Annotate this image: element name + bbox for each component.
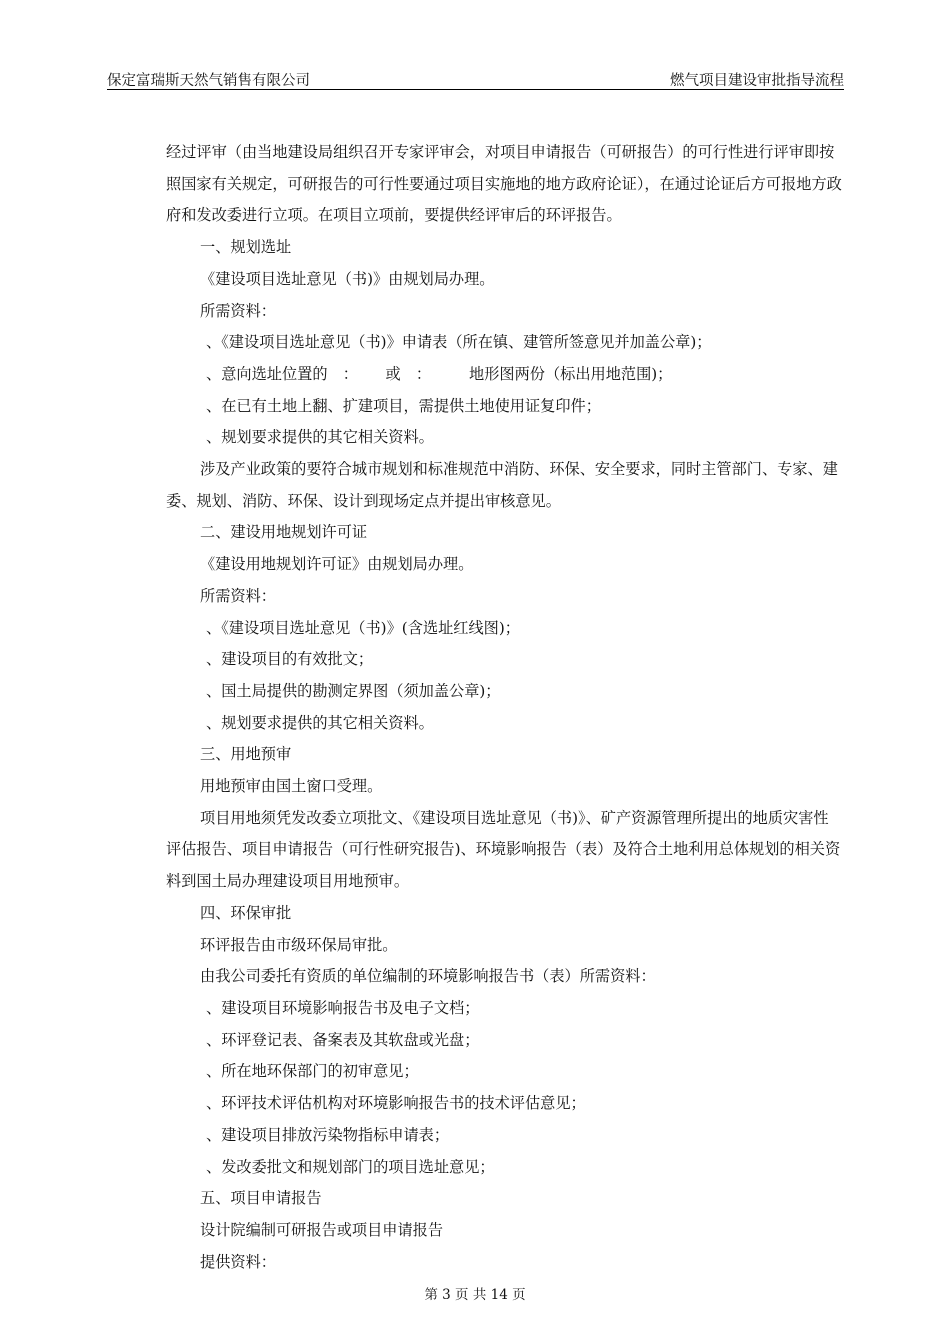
paragraph: 用地预审由国土窗口受理。: [200, 777, 383, 796]
document-body: [166, 137, 842, 1278]
list-item: 、规划要求提供的其它相关资料。: [206, 713, 434, 732]
header-rule: [107, 89, 844, 90]
paragraph: 环评报告由市级环保局审批。: [200, 935, 398, 954]
paragraph: 所需资料：: [200, 301, 276, 320]
paragraph: 提供资料：: [200, 1252, 276, 1271]
list-item: 、规划要求提供的其它相关资料。: [206, 428, 434, 447]
header-company: 保定富瑞斯天然气销售有限公司: [107, 73, 310, 89]
header-doc-title: 燃气项目建设审批指导流程: [670, 73, 844, 89]
page-footer: 第 3 页 共 14 页: [424, 1287, 526, 1303]
list-item: 、环评登记表、备案表及其软盘或光盘；: [206, 1030, 480, 1049]
section-heading: 四、环保审批: [200, 903, 292, 922]
page-header: [107, 64, 844, 90]
paragraph: 项目用地须凭发改委立项批文、《建设项目选址意见（书)》、矿产资源管理所提出的地质灾害性评估报告、项目申请报告（可行性研究报告)、环境影响报告（表）及符合土地利用总体规划的相关资料到国土局办理建设项目用地预审。: [166, 808, 841, 891]
list-item: 、建设项目排放污染物指标申请表；: [206, 1125, 449, 1144]
section-heading: 一、规划选址: [200, 238, 292, 257]
section-heading: 五、项目申请报告: [200, 1189, 322, 1208]
list-item: 、在已有土地上翻、扩建项目，需提供土地使用证复印件；: [206, 396, 601, 415]
list-item: 、《建设项目选址意见（书)》申请表（所在镇、建管所签意见并加盖公章)；: [206, 333, 712, 352]
list-item: 、环评技术评估机构对环境影响报告书的技术评估意见；: [206, 1094, 586, 1113]
paragraph: 涉及产业政策的要符合城市规划和标准规范中消防、环保、安全要求，同时主管部门、专家、建委、规划、消防、环保、设计到现场定点并提出审核意见。: [166, 460, 838, 510]
list-item: 、建设项目环境影响报告书及电子文档；: [206, 998, 480, 1017]
paragraph: 由我公司委托有资质的单位编制的环境影响报告书（表）所需资料：: [200, 967, 656, 986]
paragraph: 《建设项目选址意见（书)》由规划局办理。: [200, 269, 495, 288]
paragraph: 设计院编制可研报告或项目申请报告: [200, 1220, 443, 1239]
section-heading: 二、建设用地规划许可证: [200, 523, 368, 542]
list-item: 、建设项目的有效批文；: [206, 650, 374, 669]
paragraph: 所需资料：: [200, 586, 276, 605]
paragraph: 经过评审（由当地建设局组织召开专家评审会，对项目申请报告（可研报告）的可行性进行评审即按照国家有关规定，可研报告的可行性要通过项目实施地的地方政府论证），在通过论证后方可报地方政府和发改委进行立项。在项目立项前，要提供经评审后的环评报告。: [166, 143, 842, 225]
section-heading: 三、用地预审: [200, 745, 292, 764]
list-item: 、所在地环保部门的初审意见；: [206, 1062, 419, 1081]
paragraph: 《建设用地规划许可证》由规划局办理。: [200, 555, 474, 574]
list-item: 、意向选址位置的 ： 或 ： 地形图两份（标出用地范围)；: [206, 364, 673, 383]
list-item: 、发改委批文和规划部门的项目选址意见；: [206, 1157, 495, 1176]
list-item: 、《建设项目选址意见（书)》(含选址红线图)；: [206, 618, 520, 637]
list-item: 、国土局提供的勘测定界图（须加盖公章)；: [206, 681, 501, 700]
